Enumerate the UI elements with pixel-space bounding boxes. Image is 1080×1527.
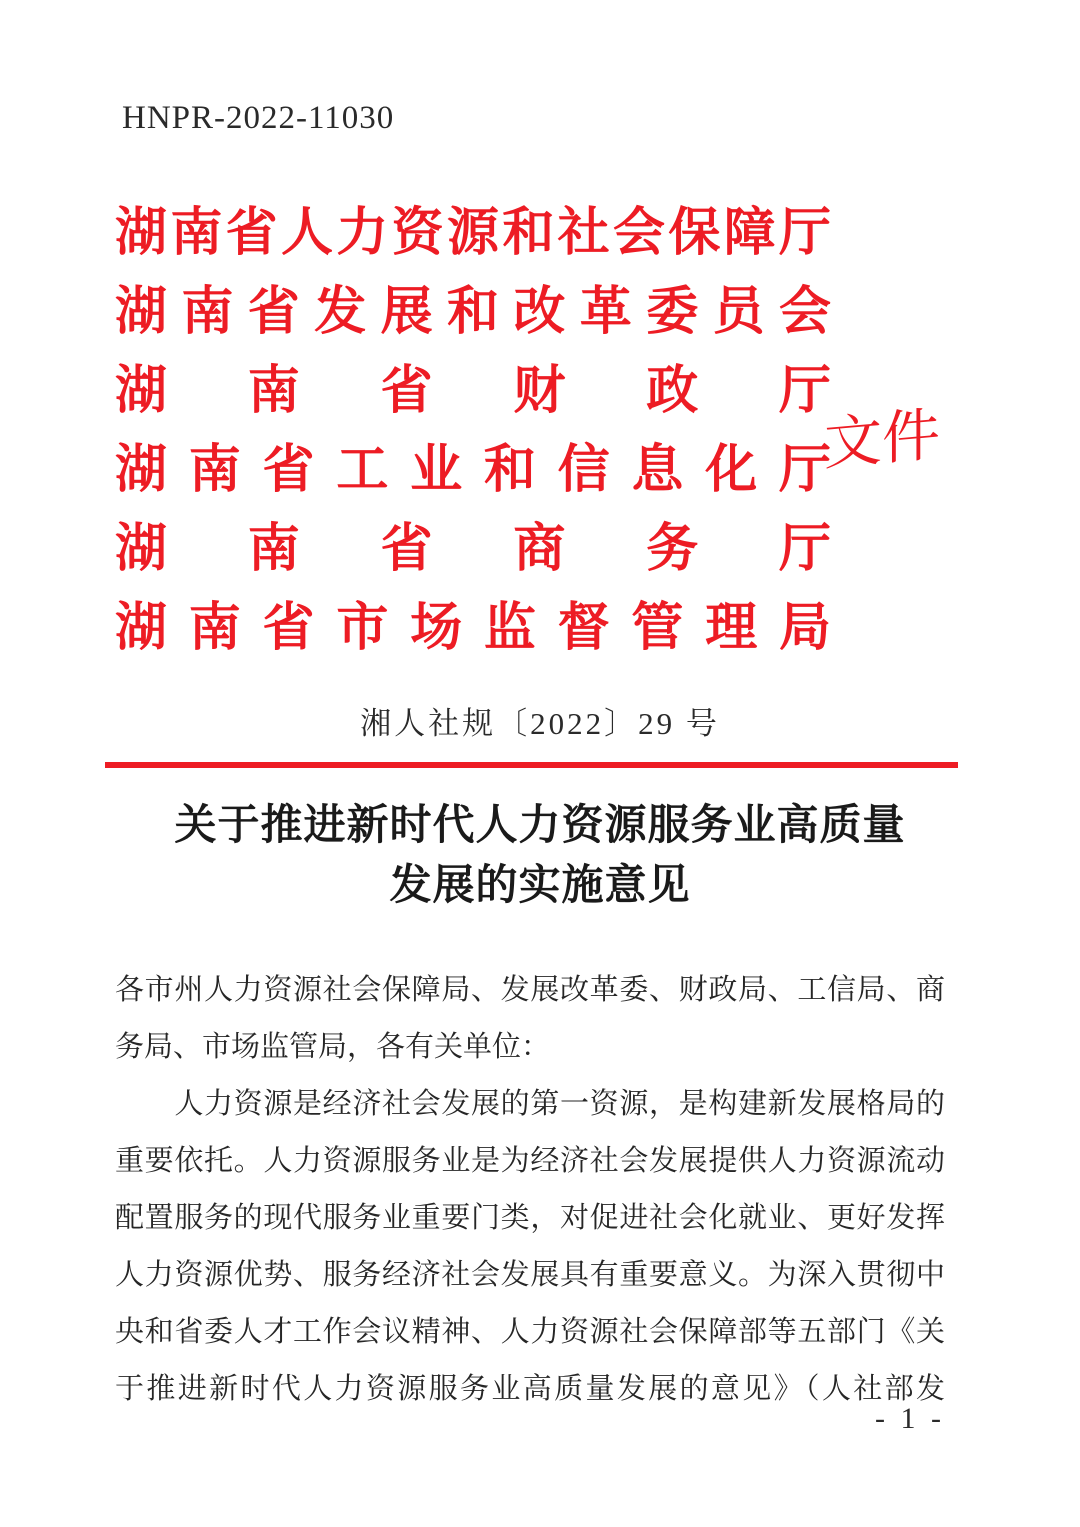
body-line: 配置服务的现代服务业重要门类，对促进社会化就业、更好发挥	[115, 1202, 945, 1234]
agency-name-line: 湖南省财政厅	[115, 363, 831, 420]
agency-name-line: 湖南省发展和改革委员会	[115, 284, 831, 341]
agency-header-block	[115, 194, 831, 668]
body-line: 务局、市场监管局，各有关单位：	[115, 1031, 551, 1063]
agency-name-line: 湖南省人力资源和社会保障厅	[115, 205, 831, 262]
doc-title-line2: 发展的实施意见	[389, 863, 691, 909]
page-number: - 1 -	[875, 1402, 945, 1435]
body-line: 于推进新时代人力资源服务业高质量发展的意见》（人社部发	[115, 1373, 945, 1405]
doc-number: 湘人社规〔2022〕29 号	[360, 706, 720, 741]
agency-name-line: 湖南省市场监督管理局	[115, 600, 831, 657]
agency-name-line: 湖南省工业和信息化厅	[115, 442, 831, 499]
doc-code: HNPR-2022-11030	[122, 100, 395, 136]
body-line: 人力资源优势、服务经济社会发展具有重要意义。为深入贯彻中	[115, 1259, 945, 1291]
file-suffix-label: 文件	[824, 401, 941, 478]
doc-title	[0, 796, 1080, 916]
body-line: 重要依托。人力资源服务业是为经济社会发展提供人力资源流动	[115, 1145, 945, 1177]
red-separator-rule	[105, 762, 958, 768]
doc-title-line1: 关于推进新时代人力资源服务业高质量	[174, 803, 906, 849]
agency-name-line: 湖南省商务厅	[115, 521, 831, 578]
body-text	[115, 962, 945, 1418]
body-line: 央和省委人才工作会议精神、人力资源社会保障部等五部门《关	[115, 1316, 945, 1348]
body-line: 人力资源是经济社会发展的第一资源，是构建新发展格局的	[115, 1088, 945, 1120]
body-line: 各市州人力资源社会保障局、发展改革委、财政局、工信局、商	[115, 974, 945, 1006]
